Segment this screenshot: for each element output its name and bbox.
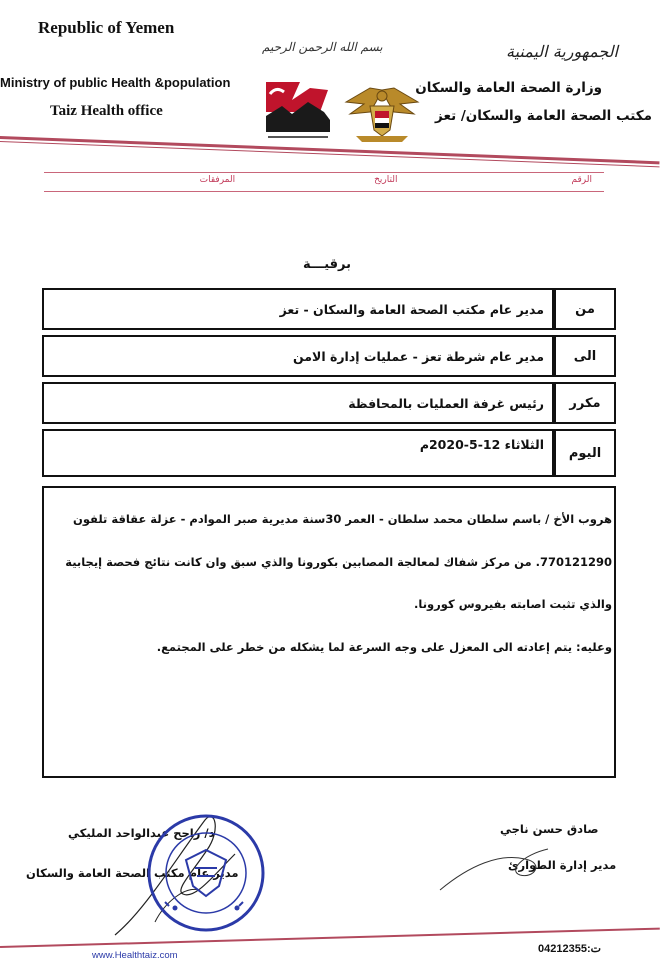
day-row xyxy=(42,429,616,477)
basmala: بسم الله الرحمن الرحيم xyxy=(262,40,383,54)
footer-phone: ت:04212355 xyxy=(538,943,601,955)
right-signature-scribble xyxy=(430,835,580,895)
from-row xyxy=(42,288,616,330)
message-body xyxy=(42,486,616,778)
body-line-1: هروب الأخ / باسم سلطان محمد سلطان - العمر 30سنة مديرية صبر الموادم - عزلة عقاقة تلفون xyxy=(73,512,612,526)
cc-row xyxy=(42,382,616,424)
from-value: مدير عام مكتب الصحة العامة والسكان - تعز xyxy=(42,288,554,330)
doc-title: برقيـــة xyxy=(303,257,352,272)
ministry-ar: وزارة الصحة العامة والسكان xyxy=(415,80,602,96)
body-line-2: 770121290. من مركز شفاك لمعالجة المصابين بكورونا والذي سبق وان كانت نتائج فحصة إيجابية xyxy=(65,555,612,569)
to-value: مدير عام شرطة تعز - عمليات إدارة الامن xyxy=(42,335,554,377)
office-en: Taiz Health office xyxy=(50,103,163,119)
number-label: الرقم xyxy=(571,175,592,185)
office-ar: مكتب الصحة العامة والسكان/ تعز xyxy=(435,108,652,124)
address-table xyxy=(42,283,616,482)
to-label: الى xyxy=(554,335,616,377)
yemen-emblem xyxy=(340,84,424,146)
official-stamp xyxy=(145,812,267,934)
attachments-label: المرفقات xyxy=(199,175,236,185)
body-line-4: وعليه: يتم إعادته الى المعزل على وجه السرعة لما يشكله من خطر على المجتمع. xyxy=(156,640,612,654)
from-label: من xyxy=(554,288,616,330)
country-en: Republic of Yemen xyxy=(38,18,175,37)
right-signatory-name: صادق حسن ناجي xyxy=(500,822,599,836)
body-line-3: والذي تثبت اصابته بفيروس كورونا. xyxy=(414,597,612,611)
day-label: اليوم xyxy=(554,429,616,477)
health-office-logo xyxy=(262,76,334,142)
left-signatory-name: د/ راجح عبدالواحد المليكي xyxy=(68,826,215,840)
meta-row xyxy=(44,172,604,192)
cc-label: مكرر xyxy=(554,382,616,424)
left-signatory-title: مدير عام مكتب الصحة العامة والسكان xyxy=(26,866,239,880)
to-row xyxy=(42,335,616,377)
country-ar: الجمهورية اليمنية xyxy=(505,42,618,61)
cc-value: رئيس غرفة العمليات بالمحافظة xyxy=(42,382,554,424)
ministry-en: Ministry of public Health &population xyxy=(0,75,231,90)
date-label: التاريخ xyxy=(374,175,398,185)
footer-website: www.Healthtaiz.com xyxy=(92,950,178,961)
day-value: الثلاثاء 12-5-2020م xyxy=(42,429,554,477)
right-signatory-title: مدير إدارة الطوارئ xyxy=(508,858,617,872)
